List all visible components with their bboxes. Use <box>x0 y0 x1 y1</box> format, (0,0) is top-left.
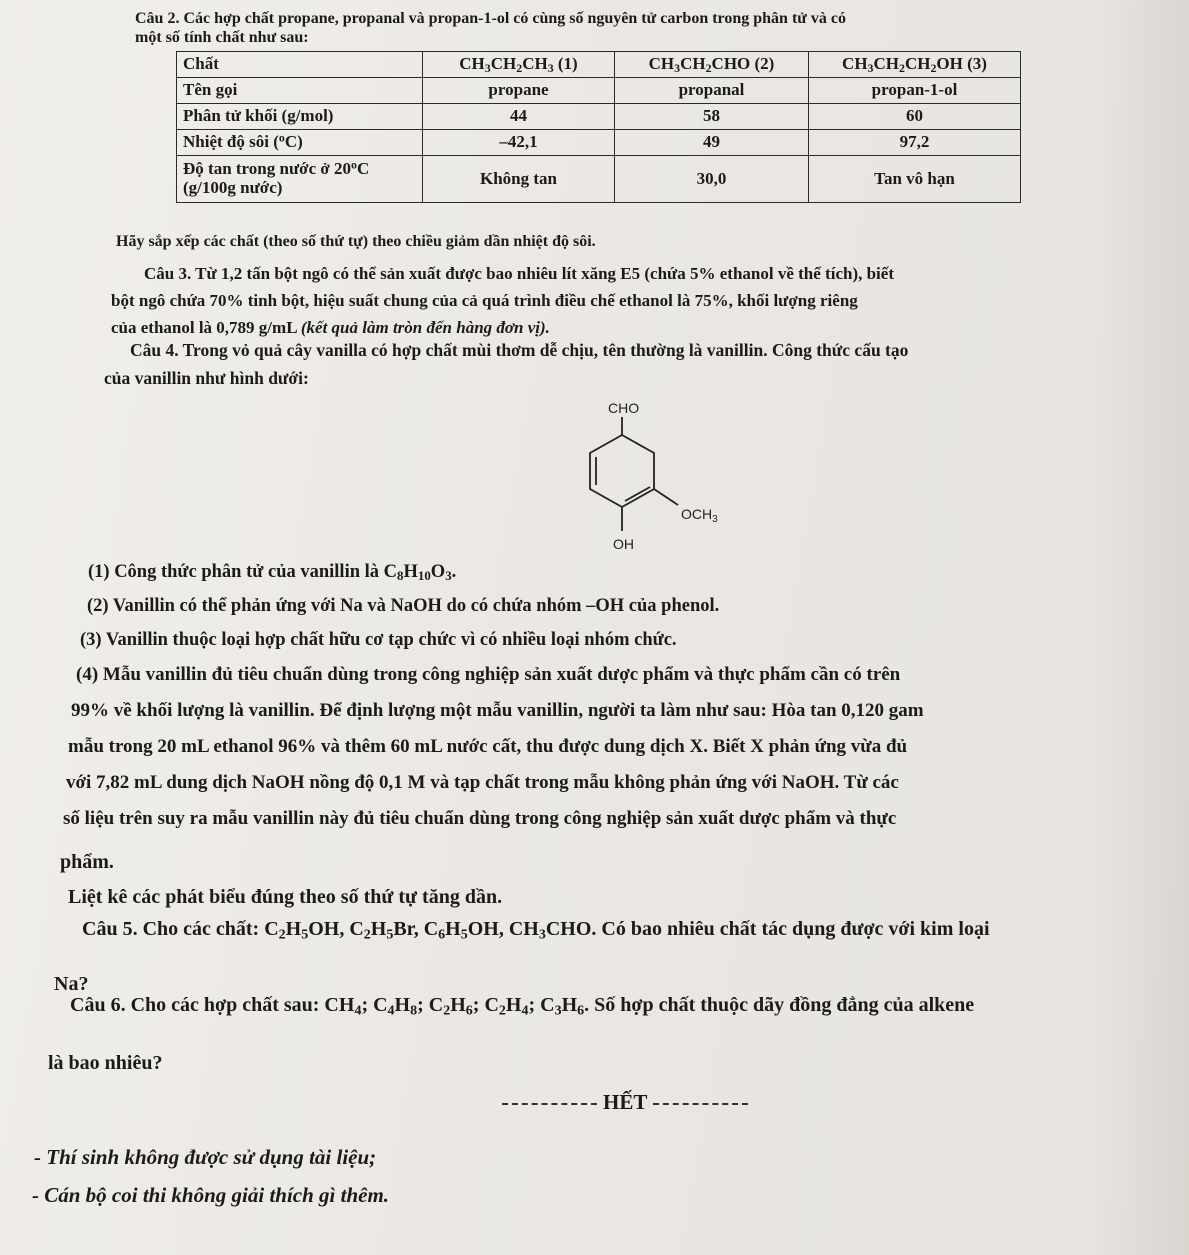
q2-intro-line2: một số tính chất như sau: <box>135 29 309 46</box>
note-1: - Thí sinh không được sử dụng tài liệu; <box>34 1145 377 1169</box>
table-row <box>177 78 1021 104</box>
table-row <box>177 52 1021 78</box>
dash-left <box>502 1103 597 1105</box>
table-cell: propane <box>423 78 615 104</box>
end-mark-text: HẾT <box>603 1090 648 1114</box>
q4-heading: Câu 4. <box>130 340 179 360</box>
cho-label: CHO <box>608 400 640 416</box>
q4-line1 <box>130 340 908 361</box>
q4-statement-4-line2: 99% về khối lượng là vanillin. Để định lượng một mẫu vanillin, người ta làm như sau: Hòa tan 0,120 gam <box>71 700 924 721</box>
table-cell: $CH_3CH_2CHO$ (2) <box>615 52 809 78</box>
end-mark <box>496 1090 754 1115</box>
q4-ask: Liệt kê các phát biểu đúng theo số thứ tự tăng dần. <box>68 886 503 908</box>
table-cell: 44 <box>423 104 615 130</box>
q3-text1: Từ 1,2 tấn bột ngô có thể sản xuất được bao nhiêu lít xăng E5 (chứa 5% ethanol về thể tích), biết <box>191 264 894 283</box>
table-cell: Chất <box>177 52 423 78</box>
properties-table <box>176 51 1021 203</box>
table-cell: Tan vô hạn <box>809 156 1021 203</box>
q4-statement-4-line3: mẫu trong 20 mL ethanol 96% và thêm 60 mL nước cất, thu được dung dịch X. Biết X phản ứng vừa đủ <box>68 736 908 757</box>
table-row <box>177 156 1021 203</box>
table-row <box>177 130 1021 156</box>
dash-right <box>653 1103 748 1105</box>
q4-statement-3: (3) Vanillin thuộc loại hợp chất hữu cơ tạp chức vì có nhiều loại nhóm chức. <box>80 630 677 650</box>
q2-question: Hãy sắp xếp các chất (theo số thứ tự) theo chiều giảm dần nhiệt độ sôi. <box>116 233 596 250</box>
table-cell: $CH_3CH_2CH_2OH$ (3) <box>809 52 1021 78</box>
q4-statement-4-line1: (4) Mẫu vanillin đủ tiêu chuẩn dùng trong công nghiệp sản xuất dược phẩm và thực phẩm cần có trên <box>76 664 901 685</box>
table-cell: propanal <box>615 78 809 104</box>
paper-shadow <box>1094 0 1189 1255</box>
table-row <box>177 104 1021 130</box>
table-cell: 97,2 <box>809 130 1021 156</box>
oh-label: OH <box>613 536 634 552</box>
table-cell: 60 <box>809 104 1021 130</box>
note-2: - Cán bộ coi thi không giải thích gì thêm. <box>32 1183 390 1207</box>
vanillin-diagram <box>560 395 740 560</box>
q2-intro-text1: Các hợp chất propane, propanal và propan-1-ol có cùng số nguyên tử carbon trong phân tử và có <box>179 10 846 27</box>
q6-line2: là bao nhiêu? <box>48 1052 163 1074</box>
q3-line2: bột ngô chứa 70% tinh bột, hiệu suất chung của cả quá trình điều chế ethanol là 75%, khối lượng riêng <box>111 291 858 310</box>
table-cell: Không tan <box>423 156 615 203</box>
table-cell: 30,0 <box>615 156 809 203</box>
q4-text1: Trong vỏ quả cây vanilla có hợp chất mùi thơm dễ chịu, tên thường là vanillin. Công thức cấu tạo <box>178 340 909 360</box>
q3-text3: của ethanol là 0,789 g/mL <box>111 318 301 337</box>
q4-statement-4-line4: với 7,82 mL dung dịch NaOH nồng độ 0,1 M và tạp chất trong mẫu không phản ứng với NaOH. Từ các <box>66 772 899 793</box>
q4-statement-4-line5: số liệu trên suy ra mẫu vanillin này đủ tiêu chuẩn dùng trong công nghiệp sản xuất dược phẩm và thực <box>63 808 897 829</box>
table-cell: $CH_3CH_2CH_3$ (1) <box>423 52 615 78</box>
q3-line3 <box>111 318 550 338</box>
q4-line2: của vanillin như hình dưới: <box>104 368 309 388</box>
och3-label: $OCH_3$ <box>681 506 718 525</box>
table-cell: propan-1-ol <box>809 78 1021 104</box>
q4-statement-2: (2) Vanillin có thể phản ứng với Na và NaOH do có chứa nhóm –OH của phenol. <box>87 596 720 616</box>
q3-line1 <box>144 264 894 284</box>
q6-line1: Câu 6. Cho các hợp chất sau: $CH_4$; $C_4H_8$; $C_2H_6$; $C_2H_4$; $C_3H_6$. Số hợp chất thuộc dãy đồng đẳng của alkene <box>70 994 975 1019</box>
vanillin-structure <box>560 395 740 560</box>
q3-text3-italic: (kết quả làm tròn đến hàng đơn vị). <box>300 318 550 337</box>
q4-statement-4-line6: phẩm. <box>60 851 114 873</box>
table-cell: 49 <box>615 130 809 156</box>
q2-intro-line1 <box>135 10 846 28</box>
table-cell: 58 <box>615 104 809 130</box>
q3-heading: Câu 3. <box>144 264 192 283</box>
table-cell: Phân tử khối (g/mol) <box>177 104 423 130</box>
q2-heading: Câu 2. <box>135 10 180 27</box>
table-cell: Nhiệt độ sôi ($^o$C) <box>177 130 423 156</box>
q4-statement-1: (1) Công thức phân tử của vanillin là $C_8H_{10}O_3$. <box>88 562 457 584</box>
table-cell: Độ tan trong nước ở 20$^o$C (g/100g nước) <box>177 156 423 203</box>
table-cell: –42,1 <box>423 130 615 156</box>
table-cell: Tên gọi <box>177 78 423 104</box>
q5-line1: Câu 5. Cho các chất: $C_2H_5OH$, $C_2H_5Br$, $C_6H_5OH$, $CH_3CHO$. Có bao nhiêu chất tác dụng được với kim loại <box>82 918 990 943</box>
q5-line2: Na? <box>54 973 89 995</box>
